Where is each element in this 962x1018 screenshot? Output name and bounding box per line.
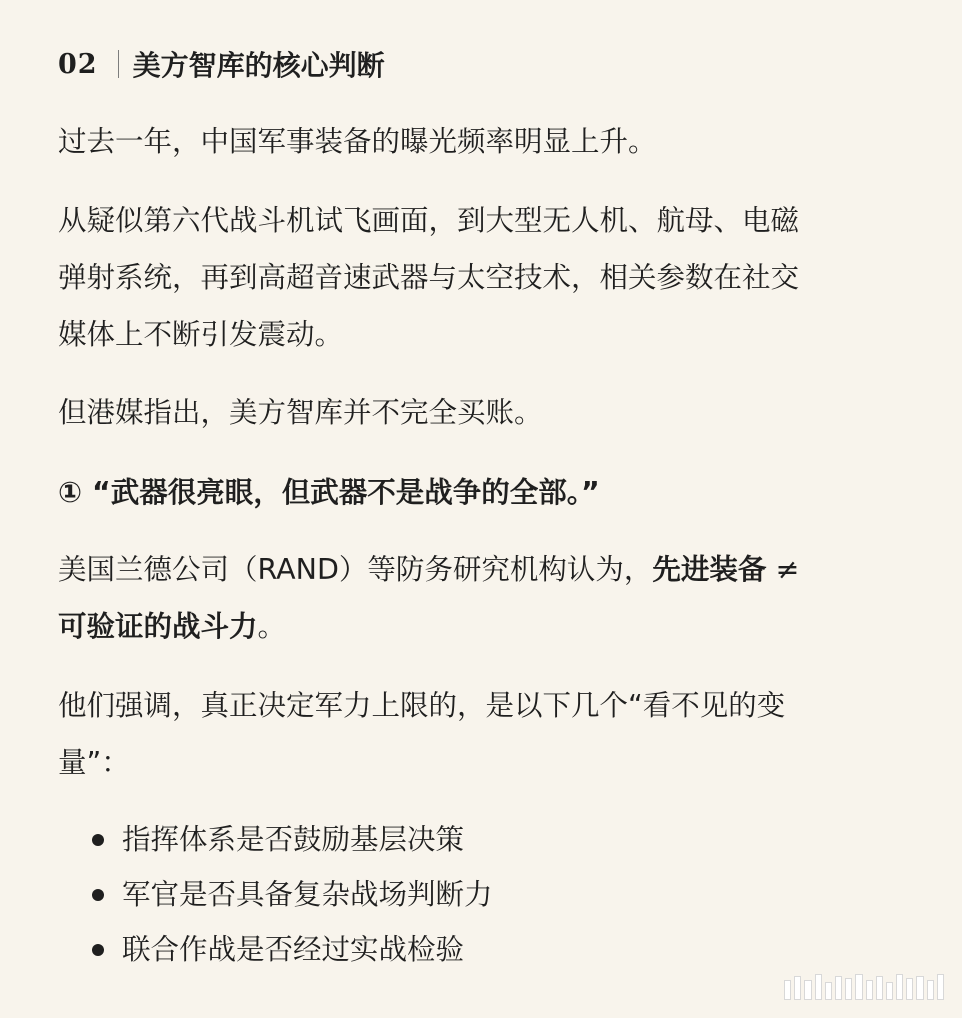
paragraph-line — [58, 598, 918, 655]
paragraph-line — [58, 541, 918, 598]
section-number: 02 — [58, 48, 98, 80]
list-item — [58, 867, 493, 922]
paragraph-equipment — [58, 192, 918, 363]
paragraph-line: 弹射系统，再到高超音速武器与太空技术，相关参数在社交 — [58, 261, 800, 294]
paragraph-line: 从疑似第六代战斗机试飞画面，到大型无人机、航母、电磁 — [58, 204, 800, 237]
list-item-text: 联合作战是否经过实战检验 — [122, 933, 465, 966]
list-item — [58, 812, 493, 867]
paragraph-line: 他们强调，真正决定军力上限的，是以下几个“看不见的变 — [58, 689, 786, 722]
rand-bold-combat: 可验证的战斗力 — [58, 610, 258, 643]
rand-bold-equipment: 先进装备 — [652, 553, 767, 586]
heading-divider — [118, 50, 119, 78]
bullet-dot — [92, 834, 104, 846]
paragraph-rand — [58, 541, 918, 655]
list-item-text: 指挥体系是否鼓励基层决策 — [122, 823, 465, 856]
bullet-dot — [92, 944, 104, 956]
point-one-quote: ① “武器很亮眼，但武器不是战争的全部。” — [58, 476, 600, 509]
list-item — [58, 922, 493, 977]
section-title: 美方智库的核心判断 — [132, 49, 385, 82]
paragraph-line: 媒体上不断引发震动。 — [58, 318, 344, 351]
variable-list — [58, 812, 493, 977]
not-equal-symbol: ≠ — [766, 553, 800, 586]
paragraph-exposure: 过去一年，中国军事装备的曝光频率明显上升。 — [58, 125, 657, 158]
paragraph-line: 量”： — [58, 746, 130, 779]
paragraph-hk-media: 但港媒指出，美方智库并不完全买账。 — [58, 396, 543, 429]
rand-text: 美国兰德公司（RAND）等防务研究机构认为， — [58, 553, 653, 586]
rand-end: 。 — [257, 610, 287, 643]
paragraph-variables — [58, 677, 918, 791]
watermark — [784, 972, 944, 1000]
section-heading — [58, 42, 385, 86]
point-heading — [58, 464, 918, 521]
bullet-dot — [92, 889, 104, 901]
list-item-text: 军官是否具备复杂战场判断力 — [122, 878, 493, 911]
